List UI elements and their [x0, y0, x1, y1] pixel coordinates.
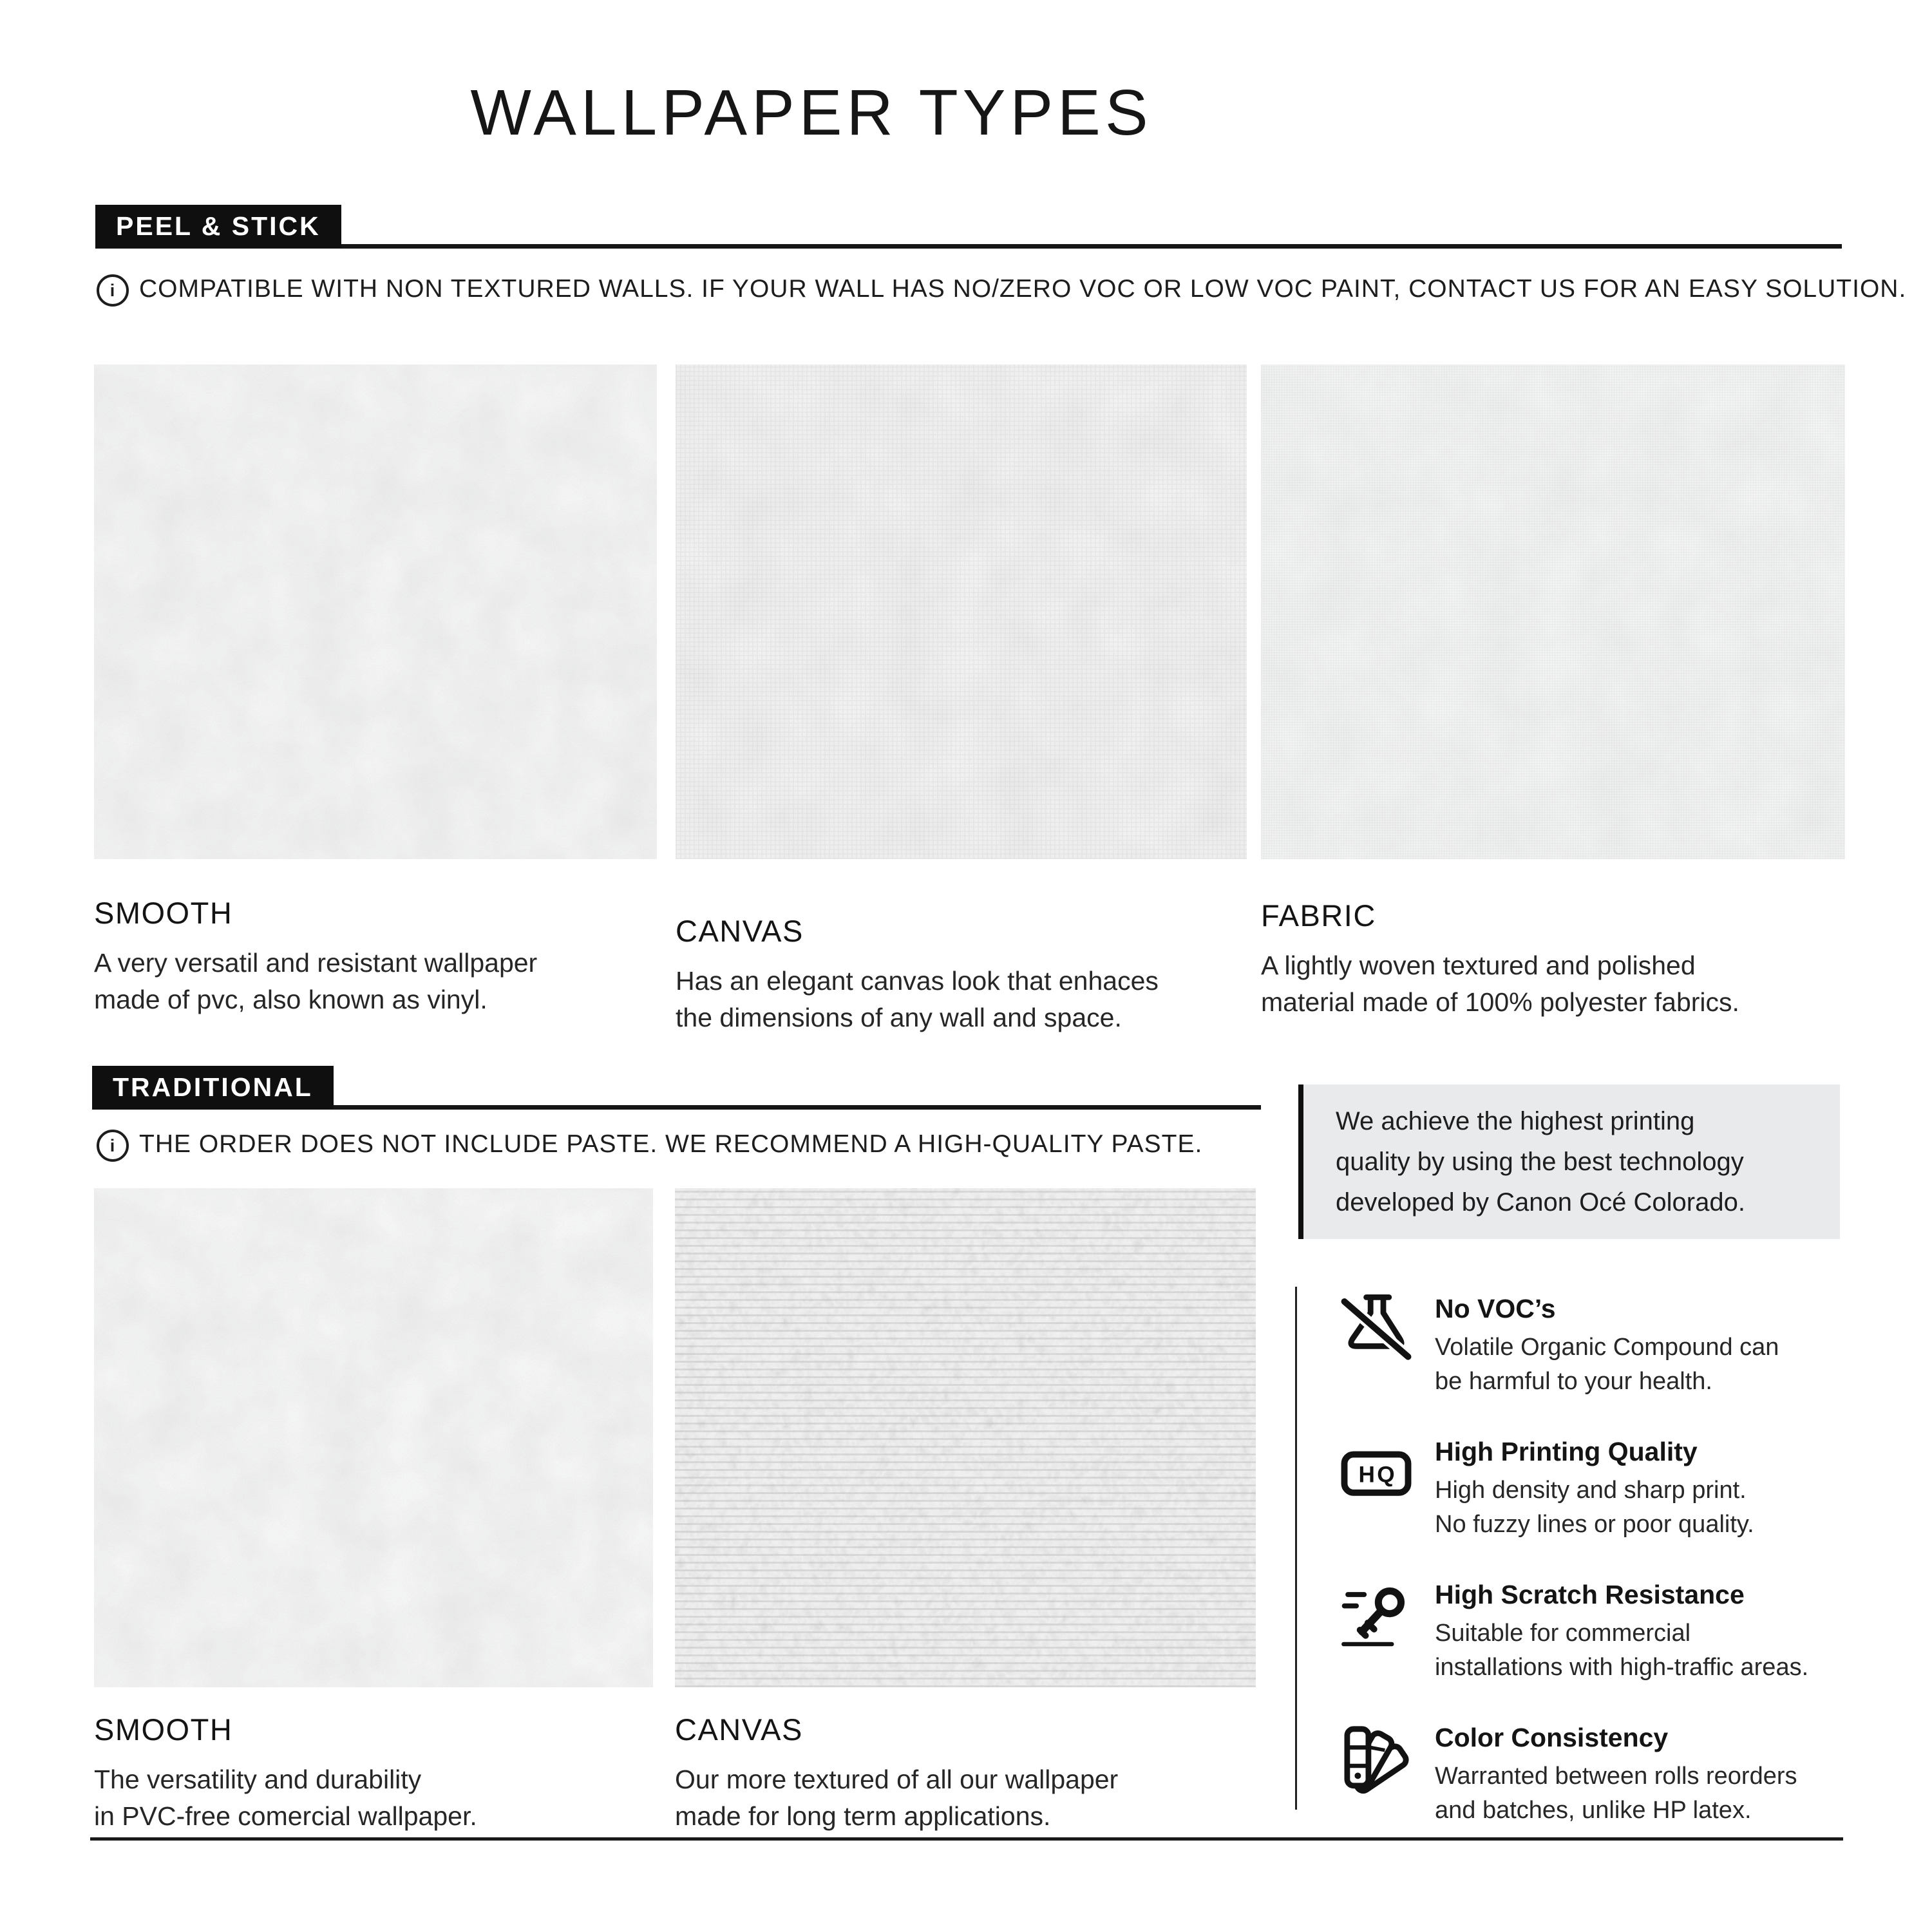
feature-title: Color Consistency [1435, 1723, 1669, 1752]
feature-title: High Printing Quality [1435, 1437, 1698, 1466]
swatch-name: FABRIC [1261, 898, 1376, 933]
smooth-traditional-texture-image [94, 1188, 653, 1687]
swatch-caption-fabric [1261, 898, 1845, 1021]
quality-statement-line: developed by Canon Océ Colorado. [1336, 1188, 1745, 1217]
traditional-note [97, 1126, 1202, 1162]
scratch-key-icon [1341, 1580, 1412, 1651]
peel-stick-note-text [139, 270, 1906, 307]
swatch-description: A very versatil and resistant wallpaper made of pvc, also known as vinyl. [94, 948, 538, 1014]
feature-text [1435, 1721, 1797, 1828]
swatch-column-canvas-traditional [675, 1188, 1256, 1835]
hq-icon-label: HQ [1358, 1462, 1397, 1488]
swatch-name: SMOOTH [94, 896, 233, 930]
hq-icon [1341, 1437, 1412, 1508]
traditional-note-text [139, 1126, 1202, 1162]
page-title: WALLPAPER TYPES [470, 77, 1153, 149]
swatch-caption-canvas-traditional [675, 1712, 1256, 1835]
traditional-swatch-row [94, 1188, 1256, 1835]
feature-color-consistency [1341, 1721, 1856, 1828]
info-icon: i [97, 1130, 129, 1162]
swatch-description: Our more textured of all our wallpaper made for long term applications. [675, 1765, 1119, 1831]
fabric-texture-image [1261, 365, 1845, 859]
feature-title: High Scratch Resistance [1435, 1580, 1745, 1609]
quality-statement-line: quality by using the best technology [1336, 1147, 1744, 1176]
feature-high-scratch-resistance [1341, 1578, 1856, 1685]
feature-high-printing-quality [1341, 1435, 1856, 1542]
swatch-column-smooth [94, 365, 657, 1036]
feature-description: Suitable for commercial installations with high-traffic areas. [1435, 1620, 1809, 1681]
feature-list [1341, 1292, 1856, 1828]
note-line: COMPATIBLE WITH NON TEXTURED WALLS. IF YOUR WALL HAS NO/ZERO [139, 275, 1072, 303]
quality-statement-box [1303, 1084, 1840, 1239]
feature-description: Warranted between rolls reorders and batches, unlike HP latex. [1435, 1763, 1797, 1824]
feature-description: Volatile Organic Compound can be harmful to your health. [1435, 1334, 1779, 1395]
smooth-texture-image [94, 365, 657, 859]
feature-title: No VOC’s [1435, 1294, 1556, 1323]
swatch-caption-smooth-traditional [94, 1712, 653, 1835]
swatch-description: Has an elegant canvas look that enhaces the dimensions of any wall and space. [676, 966, 1159, 1032]
swatch-column-smooth-traditional [94, 1188, 653, 1835]
swatch-column-fabric [1261, 365, 1845, 1036]
canvas-texture-overlay [676, 365, 1247, 859]
peel-stick-note [97, 270, 1906, 307]
peel-stick-swatch-row [94, 365, 1845, 1036]
canvas-traditional-texture-image [675, 1188, 1256, 1687]
swatch-description: The versatility and durability in PVC-free comercial wallpaper. [94, 1765, 477, 1831]
swatch-column-canvas [676, 365, 1247, 1036]
quality-box-accent-bar [1298, 1084, 1303, 1239]
section-badge-traditional: TRADITIONAL [92, 1066, 334, 1109]
smooth-texture-overlay [94, 365, 657, 859]
feature-description: High density and sharp print. No fuzzy lines or poor quality. [1435, 1477, 1754, 1538]
no-voc-icon [1341, 1294, 1412, 1365]
section-rule-peel-and-stick [95, 244, 1842, 249]
swatch-name: CANVAS [675, 1712, 803, 1747]
quality-statement-line: We achieve the highest printing [1336, 1106, 1695, 1135]
fabric-texture-overlay [1261, 365, 1845, 859]
feature-no-vocs [1341, 1292, 1856, 1399]
feature-text [1435, 1435, 1754, 1542]
section-badge-peel-and-stick: PEEL & STICK [95, 205, 341, 248]
swatch-description: A lightly woven textured and polished material made of 100% polyester fabrics. [1261, 951, 1739, 1017]
swatch-name: CANVAS [676, 914, 804, 948]
smooth-traditional-texture-overlay [94, 1188, 653, 1687]
feature-text [1435, 1292, 1779, 1399]
canvas-traditional-texture-overlay [675, 1188, 1256, 1687]
color-swatch-icon [1341, 1723, 1412, 1794]
swatch-caption-canvas [676, 913, 1247, 1036]
feature-text [1435, 1578, 1808, 1685]
note-line: VOC OR LOW VOC PAINT, CONTACT US FOR AN EASY SOLUTION. [1079, 275, 1907, 303]
canvas-texture-image [676, 365, 1247, 859]
footer-rule [90, 1837, 1843, 1841]
note-line: THE ORDER DOES NOT INCLUDE PASTE. WE RECOMMEND A HIGH-QUALITY PASTE. [139, 1130, 1203, 1158]
feature-list-divider-line [1295, 1287, 1297, 1810]
swatch-caption-smooth [94, 895, 657, 1018]
swatch-name: SMOOTH [94, 1712, 233, 1747]
info-icon: i [97, 274, 129, 307]
